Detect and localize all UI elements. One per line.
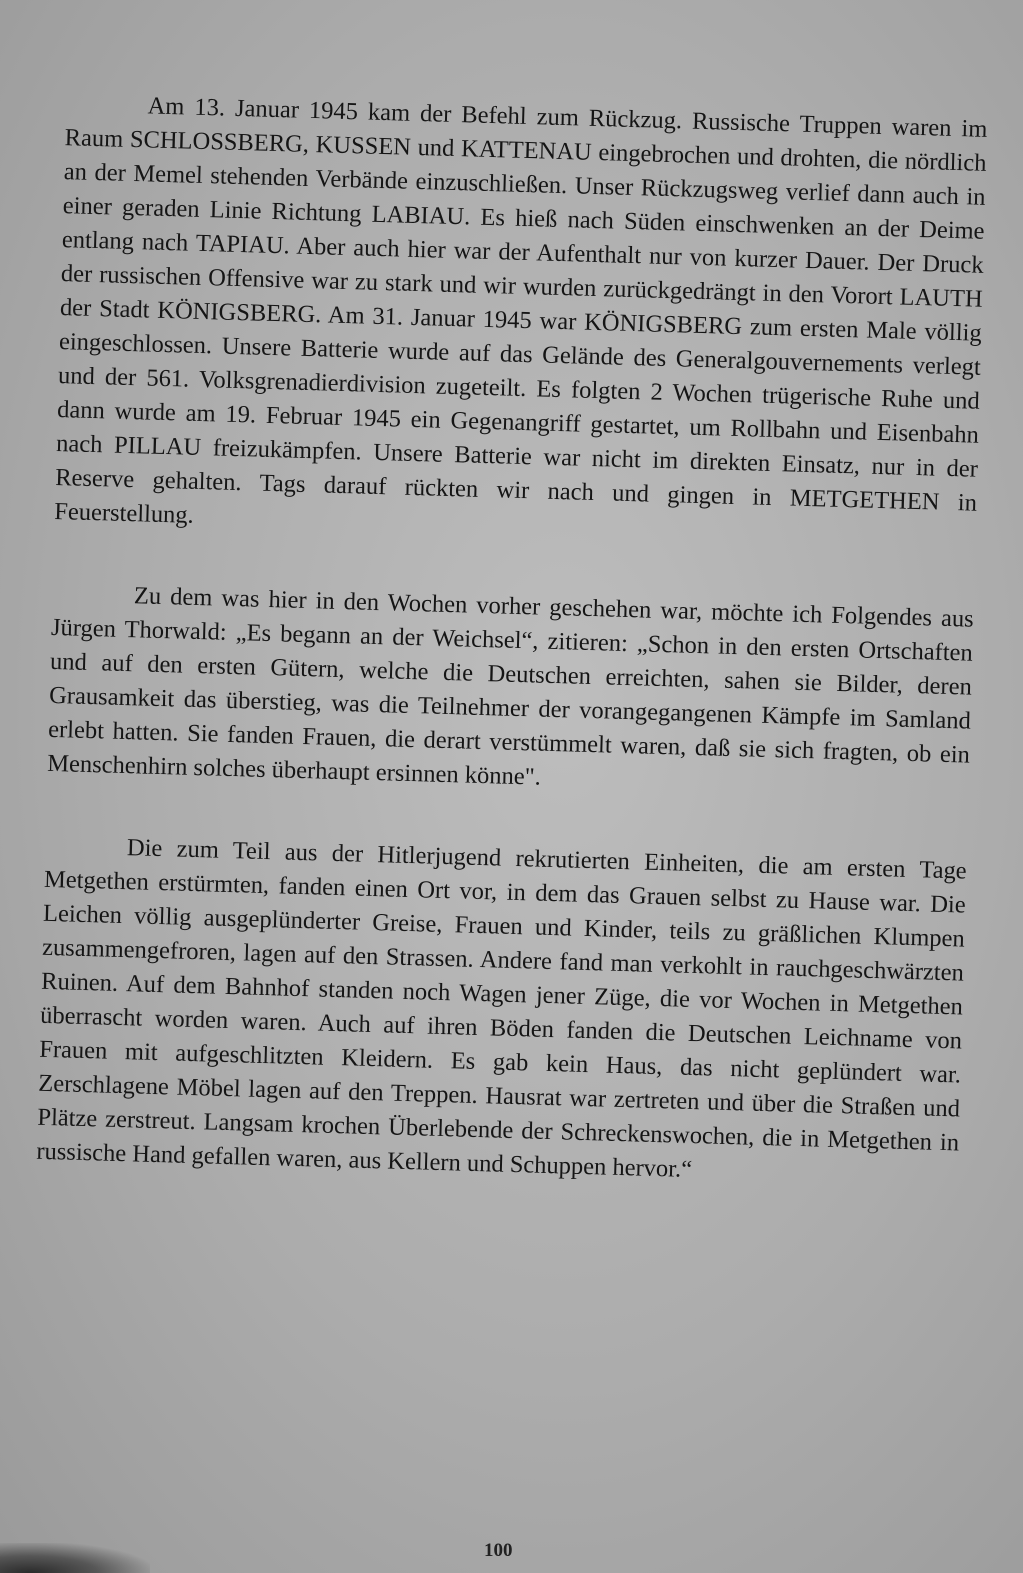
paragraph-thorwald-quote: Zu dem was hier in den Wochen vorher geschehen war, möchte ich Folgendes aus Jürgen Thorwald: „Es begann an der Weichsel“, zitieren: „Schon in den ersten Ortschaften und auf den ersten Gütern, welche die Deutschen erreichten, sahen sie Bilder, deren Grausamkeit das überstieg, was die Teilnehmer der vorangegangenen Kämpfe im Samland erlebt hatten. Sie fanden Frauen, die derart verstümmelt waren, daß sie sich fragten, ob ein Menschenhirn solches überhaupt ersinnen könne". (46, 582, 975, 791)
page-edge-shadow (0, 1543, 150, 1573)
body-text (36, 87, 988, 1194)
paragraph-metgethen: Die zum Teil aus der Hitlerjugend rekrutierten Einheiten, die am ersten Tage Metgethen erstürmten, fanden einen Ort vor, in dem das Grauen selbst zu Hause war. Die Leichen völlig ausgeplünderter Greise, Frauen und Kinder, teils zu gräßlichen Klumpen zusammengefroren, lagen auf den Strassen. Andere fand man verkohlt in rauchgeschwärzten Ruinen. Auf dem Bahnhof standen noch Wagen jener Züge, die vor Wochen in Metgethen überrascht worden waren. Auch auf ihren Böden fanden die Deutschen Leichname von Frauen mit aufgeschlitzten Kleidern. Es gab kein Haus, das nicht geplündert war. Zerschlagene Möbel lagen auf den Treppen. Hausrat war zertreten und über die Straßen und Plätze zerstreut. Langsam krochen Überlebende der Schreckenswochen, die in Metgethen in russische Hand gefallen waren, aus Kellern und Schuppen hervor.“ (36, 834, 968, 1184)
page-number: 100 (484, 1540, 513, 1561)
paragraph-retreat: Am 13. Januar 1945 kam der Befehl zum Rückzug. Russische Truppen waren im Raum SCHLOSSBERG, KUSSEN und KATTENAU eingebrochen und drohten, die nördlich an der Memel stehenden Verbände einzuschließen. Unser Rückzugsweg verlief dann auch in einer geraden Linie Richtung LABIAU. Es hieß nach Süden einschwenken an der Deime entlang nach TAPIAU. Aber auch hier war der Aufenthalt nur von kurzer Dauer. Der Druck der russischen Offensive war zu stark und wir wurden zurückgedrängt in den Vorort LAUTH der Stadt KÖNIGSBERG. Am 31. Januar 1945 war KÖNIGSBERG zum ersten Male völlig eingeschlossen. Unsere Batterie wurde auf das Gelände des Generalgouvernements verlegt und der 561. Volksgrenadierdivision zugeteilt. Es folgten 2 Wochen trügerische Ruhe und dann wurde am 19. Februar 1945 ein Gegenangriff gestartet, um Rollbahn und Eisenbahn nach PILLAU freizukämpfen. Unsere Batterie war nicht im direkten Einsatz, nur in der Reserve gehalten. Tags darauf rückten wir nach und gingen in METGETHEN in Feuerstellung. (53, 92, 988, 529)
